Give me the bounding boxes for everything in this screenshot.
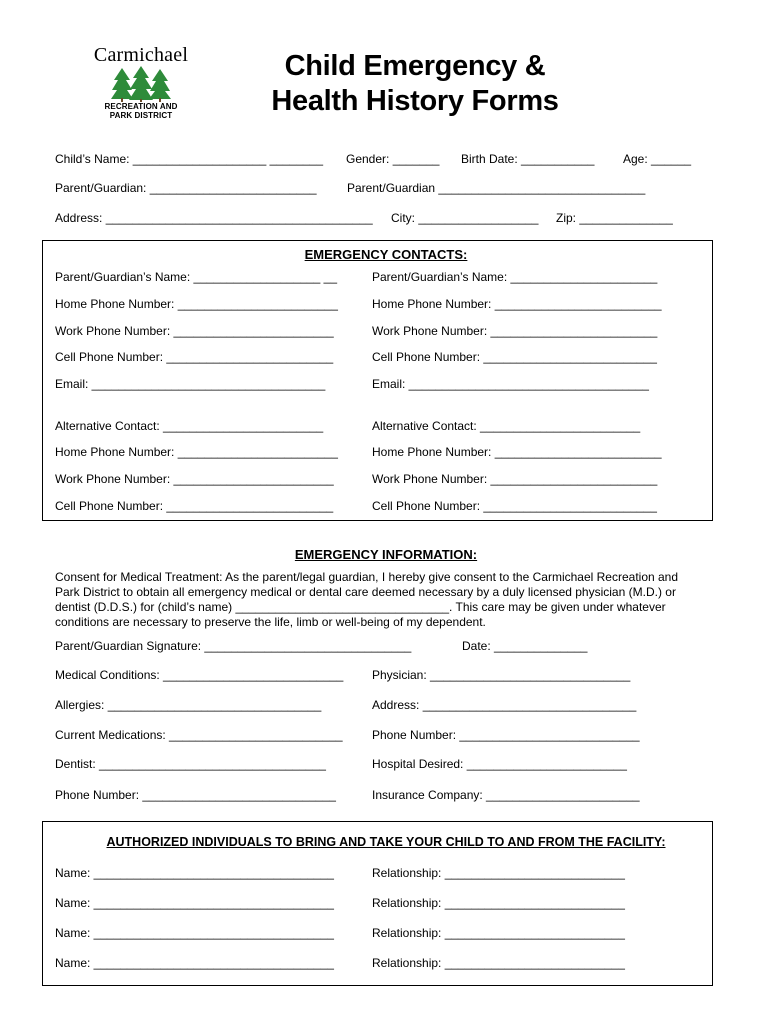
ec-left-alt-home-phone[interactable]: Home Phone Number: ________________________ [55,445,338,459]
authorized-name-field[interactable]: Name: ____________________________________ [55,956,334,970]
consent-line-2: Park District to obtain all emergency medical or dental care deemed necessary by a duly licensed physician (M.D.) or [55,585,676,599]
district-logo [82,44,200,128]
ec-right-email[interactable]: Email: ____________________________________ [372,377,649,391]
parent-guardian-2-field[interactable]: Parent/Guardian _______________________________ [347,181,646,195]
authorized-relationship-field[interactable]: Relationship: ___________________________ [372,926,625,940]
authorized-individuals-title: AUTHORIZED INDIVIDUALS TO BRING AND TAKE YOUR CHILD TO AND FROM THE FACILITY: [106,835,666,849]
allergies-field[interactable]: Allergies: ________________________________ [55,698,322,712]
dentist-field[interactable]: Dentist: __________________________________ [55,757,326,771]
current-medications-field[interactable]: Current Medications: __________________________ [55,728,343,742]
pine-trees-icon [110,66,172,102]
ec-right-alt-home-phone[interactable]: Home Phone Number: _________________________ [372,445,662,459]
ec-right-cell-phone[interactable]: Cell Phone Number: __________________________ [372,350,657,364]
ec-left-home-phone[interactable]: Home Phone Number: ________________________ [55,297,338,311]
zip-field[interactable]: Zip: ______________ [556,211,673,225]
authorized-name-field[interactable]: Name: ____________________________________ [55,926,334,940]
physician-phone-field[interactable]: Phone Number: ___________________________ [372,728,640,742]
dentist-phone-field[interactable]: Phone Number: _____________________________ [55,788,336,802]
ec-left-guardian-name[interactable]: Parent/Guardian’s Name: ___________________ __ [55,270,337,284]
emergency-information-title: EMERGENCY INFORMATION: [294,547,478,562]
insurance-company-field[interactable]: Insurance Company: _______________________ [372,788,640,802]
ec-left-cell-phone[interactable]: Cell Phone Number: _________________________ [55,350,334,364]
title-line-2: Health History Forms [271,85,559,117]
logo-subtitle-1: RECREATION AND [104,102,178,111]
ec-left-alt-cell-phone[interactable]: Cell Phone Number: _________________________ [55,499,334,513]
ec-left-alt-contact[interactable]: Alternative Contact: ________________________ [55,419,324,433]
authorized-relationship-field[interactable]: Relationship: ___________________________ [372,896,625,910]
ec-right-guardian-name[interactable]: Parent/Guardian’s Name: ______________________ [372,270,658,284]
authorized-relationship-field[interactable]: Relationship: ___________________________ [372,956,625,970]
parent-guardian-1-field[interactable]: Parent/Guardian: _________________________ [55,181,317,195]
ec-right-home-phone[interactable]: Home Phone Number: _________________________ [372,297,662,311]
birth-date-field[interactable]: Birth Date: ___________ [461,152,595,166]
medical-conditions-field[interactable]: Medical Conditions: ___________________________ [55,668,344,682]
address-field[interactable]: Address: ________________________________________ [55,211,373,225]
ec-left-email[interactable]: Email: ___________________________________ [55,377,326,391]
emergency-contacts-title: EMERGENCY CONTACTS: [304,247,468,262]
ec-right-alt-contact[interactable]: Alternative Contact: ________________________ [372,419,641,433]
hospital-desired-field[interactable]: Hospital Desired: ________________________ [372,757,627,771]
ec-right-work-phone[interactable]: Work Phone Number: _________________________ [372,324,658,338]
consent-paragraph [55,570,717,630]
physician-address-field[interactable]: Address: ________________________________ [372,698,637,712]
title-line-1: Child Emergency & [284,50,546,82]
authorized-relationship-field[interactable]: Relationship: ___________________________ [372,866,625,880]
logo-subtitle-2: PARK DISTRICT [109,111,173,120]
consent-line-3[interactable]: dentist (D.D.S.) for (child’s name) ________________________________. This care may be given under whatever [55,600,666,614]
logo-name: Carmichael [93,44,189,66]
ec-right-alt-work-phone[interactable]: Work Phone Number: _________________________ [372,472,658,486]
consent-line-4: conditions are necessary to preserve the life, limb or well-being of my dependent. [55,615,486,629]
childs-name-field[interactable]: Child’s Name: ____________________ ________ [55,152,324,166]
ec-left-work-phone[interactable]: Work Phone Number: ________________________ [55,324,334,338]
authorized-name-field[interactable]: Name: ____________________________________ [55,866,334,880]
age-field[interactable]: Age: ______ [623,152,692,166]
page-title [255,49,575,119]
city-field[interactable]: City: __________________ [391,211,539,225]
physician-field[interactable]: Physician: ______________________________ [372,668,631,682]
authorized-name-field[interactable]: Name: ____________________________________ [55,896,334,910]
gender-field[interactable]: Gender: _______ [346,152,440,166]
consent-line-1: Consent for Medical Treatment: As the parent/legal guardian, I hereby give consent to the Carmichael Recreation and [55,570,679,584]
ec-left-alt-work-phone[interactable]: Work Phone Number: ________________________ [55,472,334,486]
signature-date-field[interactable]: Date: ______________ [462,639,588,653]
guardian-signature-field[interactable]: Parent/Guardian Signature: _______________________________ [55,639,412,653]
ec-right-alt-cell-phone[interactable]: Cell Phone Number: __________________________ [372,499,657,513]
